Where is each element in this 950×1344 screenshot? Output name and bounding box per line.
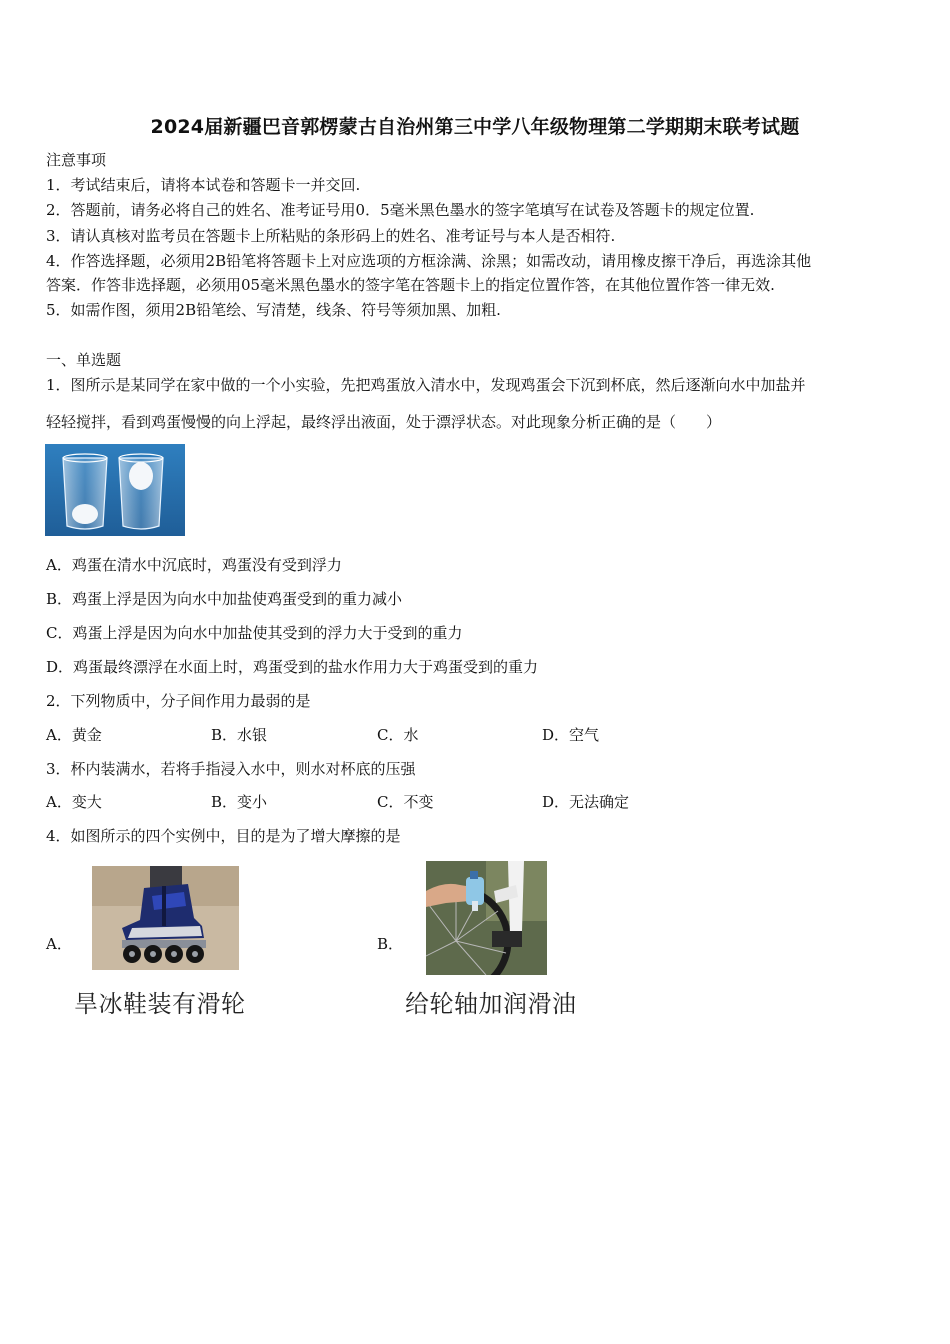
question-3-option-c: C．不变 [377,793,434,811]
question-4-option-b-letter: B． [377,935,404,953]
eggs-in-water-glasses-photo [45,444,185,536]
question-1-option-a: A．鸡蛋在清水中沉底时，鸡蛋没有受到浮力 [46,556,342,574]
notice-item: 5．如需作图，须用2B铅笔绘、写清楚，线条、符号等须加黑、加粗. [46,301,501,319]
notice-item: 2．答题前，请务必将自己的姓名、准考证号用0．5毫米黑色墨水的签字笔填写在试卷及答题卡的规定位置. [46,201,755,219]
question-1-stem-line2: 轻轻搅拌，看到鸡蛋慢慢的向上浮起，最终浮出液面，处于漂浮状态。对此现象分析正确的是（ ） [46,413,722,431]
question-2-option-a: A．黄金 [46,726,102,744]
section-heading: 一、单选题 [46,351,122,369]
question-3-option-a: A．变大 [46,793,102,811]
question-3-stem: 3．杯内装满水，若将手指浸入水中，则水对杯底的压强 [46,760,416,778]
question-1-stem-line1: 1．图所示是某同学在家中做的一个小实验，先把鸡蛋放入清水中，发现鸡蛋会下沉到杯底，然后逐渐向水中加盐并 [46,376,806,394]
question-2-option-c: C．水 [377,726,419,744]
notice-item: 1．考试结束后，请将本试卷和答题卡一并交回. [46,176,361,194]
question-4-option-a-letter: A． [46,935,72,953]
question-2-stem: 2．下列物质中，分子间作用力最弱的是 [46,692,311,710]
notice-item: 4．作答选择题，必须用2B铅笔将答题卡上对应选项的方框涂满、涂黑；如需改动，请用橡皮擦干净后，再选涂其他 [46,252,812,270]
question-1-option-d: D．鸡蛋最终漂浮在水面上时，鸡蛋受到的盐水作用力大于鸡蛋受到的重力 [46,658,539,676]
question-1-option-b: B．鸡蛋上浮是因为向水中加盐使鸡蛋受到的重力减小 [46,590,403,608]
question-3-option-b: B．变小 [211,793,268,811]
question-4-option-b-caption: 给轮轴加润滑油 [405,990,577,1018]
bicycle-oiling-photo [426,861,547,975]
question-1-option-c: C．鸡蛋上浮是因为向水中加盐使其受到的浮力大于受到的重力 [46,624,463,642]
question-2-option-d: D．空气 [542,726,600,744]
question-2-option-b: B．水银 [211,726,268,744]
exam-title: 2024届新疆巴音郭楞蒙古自治州第三中学八年级物理第二学期期末联考试题 [150,116,800,138]
notice-item: 3．请认真核对监考员在答题卡上所粘贴的条形码上的姓名、准考证号与本人是否相符. [46,227,616,245]
question-4-option-a-caption: 旱冰鞋装有滑轮 [74,990,246,1018]
question-4-stem: 4．如图所示的四个实例中，目的是为了增大摩擦的是 [46,827,401,845]
notice-item: 答案．作答非选择题，必须用05毫米黑色墨水的签字笔在答题卡上的指定位置作答，在其他位置作答一律无效. [46,276,775,294]
inline-skate-photo [92,866,239,970]
question-3-option-d: D．无法确定 [542,793,630,811]
notice-heading: 注意事项 [46,151,107,169]
